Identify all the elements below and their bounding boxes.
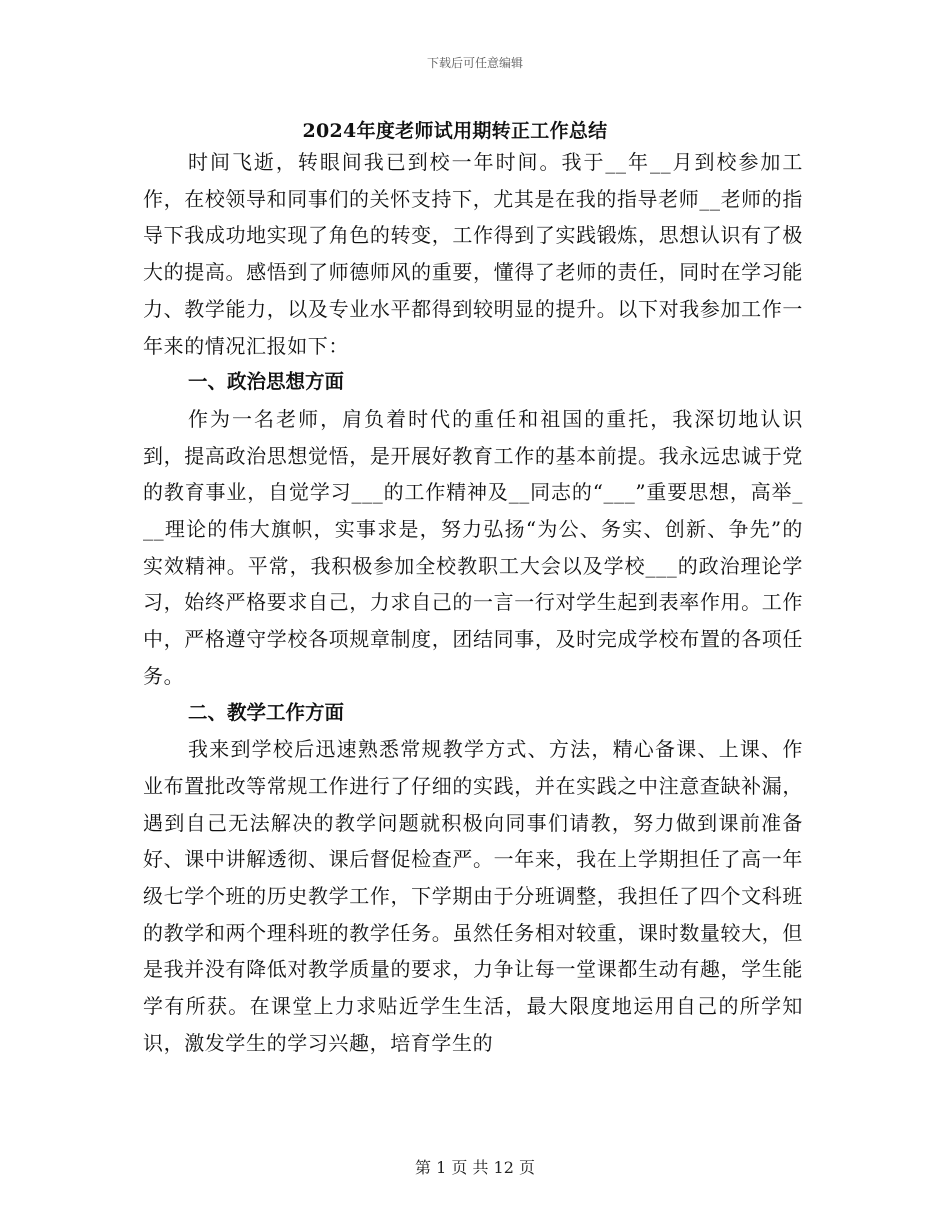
section-heading-politics: 一、政治思想方面 [188, 370, 345, 394]
section-heading-teaching: 二、教学工作方面 [188, 700, 345, 724]
page-footer: 第 1 页 共 12 页 [415, 1158, 535, 1177]
document-title: 2024年度老师试用期转正工作总结 [302, 120, 608, 142]
intro-paragraph: 时间飞逝，转眼间我已到校一年时间。我于__年__月到校参加工作，在校领导和同事们的关怀支持下，尤其是在我的指导老师__老师的指导下我成功地实现了角色的转变，工作得到了实践锻炼，思想认识有了极大的提高。感悟到了师德师风的重要，懂得了老师的责任，同时在学习能力、教学能力，以及专业水平都得到较明显的提升。以下对我参加工作一年来的情况汇报如下： [143, 150, 803, 358]
document-body [143, 144, 803, 1062]
teaching-paragraph: 我来到学校后迅速熟悉常规教学方式、方法，精心备课、上课、作业布置批改等常规工作进行了仔细的实践，并在实践之中注意查缺补漏，遇到自己无法解决的教学问题就积极向同事们请教，努力做到课前准备好、课中讲解透彻、课后督促检查严。一年来，我在上学期担任了高一年级七学个班的历史教学工作，下学期由于分班调整，我担任了四个文科班的教学和两个理科班的教学任务。虽然任务相对较重，课时数量较大，但是我并没有降低对教学质量的要求，力争让每一堂课都生动有趣，学生能学有所获。在课堂上力求贴近学生生活，最大限度地运用自己的所学知识，激发学生的学习兴趣，培育学生的 [143, 737, 803, 1055]
politics-paragraph: 作为一名老师，肩负着时代的重任和祖国的重托，我深切地认识到，提高政治思想觉悟，是开展好教育工作的基本前提。我永远忠诚于党的教育事业，自觉学习___的工作精神及__同志的“___”重要思想，高举___理论的伟大旗帜，实事求是，努力弘扬“为公、务实、创新、争先”的实效精神。平常，我积极参加全校教职工大会以及学校___的政治理论学习，始终严格要求自己，力求自己的一言一行对学生起到表率作用。工作中，严格遵守学校各项规章制度，团结同事，及时完成学校布置的各项任务。 [143, 406, 803, 688]
header-note: 下载后可任意编辑 [426, 56, 523, 70]
